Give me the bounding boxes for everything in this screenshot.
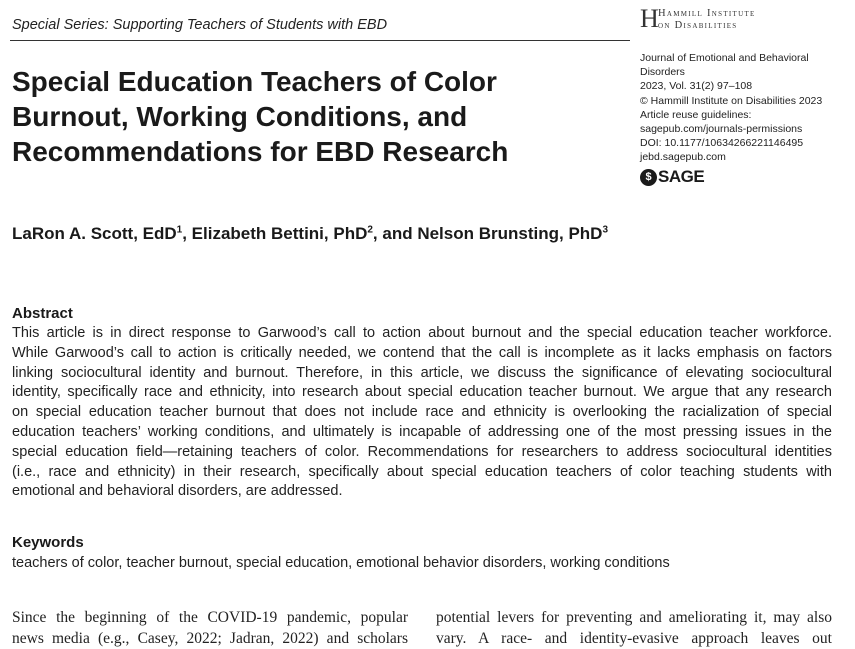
abstract-line: This article is in direct response to Garwood’s call to action about burnout and the special education teacher workforce. xyxy=(12,324,832,344)
sage-logo xyxy=(640,166,704,188)
title-line: Special Education Teachers of Color xyxy=(12,64,612,99)
author-name: LaRon A. Scott, EdD xyxy=(12,224,177,243)
abstract-line: special education field—retaining teachers of color. Recommendations for researchers to address sociocultural identities xyxy=(12,443,832,463)
author-name: Nelson Brunsting, PhD xyxy=(417,224,602,243)
author-line xyxy=(12,224,608,244)
journal-info xyxy=(640,51,850,165)
series-label: Special Series: Supporting Teachers of Students with EBD xyxy=(12,17,387,33)
abstract-body xyxy=(12,324,832,502)
author-affiliation[interactable]: 3 xyxy=(602,224,608,235)
author-affiliation[interactable]: 1 xyxy=(177,224,183,235)
reuse-label: Article reuse guidelines: xyxy=(640,108,850,122)
publisher-name-line1: Hammill Institute xyxy=(658,8,756,19)
abstract-heading: Abstract xyxy=(12,305,73,322)
title-line: Burnout, Working Conditions, and xyxy=(12,99,612,134)
doi-link[interactable]: DOI: 10.1177/10634266221146495 xyxy=(640,136,850,150)
journal-name-line: Disorders xyxy=(640,65,850,79)
abstract-line: (i.e., race and ethnicity) in their research, specifically about special education teachers of color teaching students with xyxy=(12,463,832,483)
journal-volume: 2023, Vol. 31(2) 97–108 xyxy=(640,79,850,93)
abstract-line: on special education teacher burnout that does not include race and ethnicity is overlooking the racialization of special xyxy=(12,403,832,423)
copyright-line: © Hammill Institute on Disabilities 2023 xyxy=(640,94,850,108)
body-line: potential levers for preventing and ameliorating it, may also xyxy=(436,608,832,629)
author-separator: , and xyxy=(373,224,417,243)
hammill-logo-icon: H xyxy=(640,6,654,32)
author-separator: , xyxy=(182,224,191,243)
keywords-text: teachers of color, teacher burnout, special education, emotional behavior disorders, working conditions xyxy=(12,555,670,571)
abstract-line: identity, specifically race and ethnicity, into research about special education teacher burnout. We argue that any research xyxy=(12,383,832,403)
abstract-line: education teachers’ working conditions, and ultimately is incapable of addressing one of the most pressing issues in the xyxy=(12,423,832,443)
sage-icon: $ xyxy=(640,169,657,186)
journal-name-line: Journal of Emotional and Behavioral xyxy=(640,51,850,65)
sage-logo-text: SAGE xyxy=(658,167,704,187)
keywords-heading: Keywords xyxy=(12,534,84,551)
abstract-line: emotional and behavioral disorders, are addressed. xyxy=(12,482,832,502)
body-line: news media (e.g., Casey, 2022; Jadran, 2022) and scholars xyxy=(12,629,408,649)
journal-url-link[interactable]: jebd.sagepub.com xyxy=(640,150,850,164)
body-line: vary. A race- and identity-evasive approach leaves out xyxy=(436,629,832,649)
article-title xyxy=(12,64,612,169)
header-rule xyxy=(10,40,630,41)
author-affiliation[interactable]: 2 xyxy=(367,224,373,235)
abstract-line: While Garwood’s call to action is critically needed, we contend that the call is incomplete as it lacks emphasis on factors xyxy=(12,344,832,364)
permissions-link[interactable]: sagepub.com/journals-permissions xyxy=(640,122,850,136)
body-column-right xyxy=(436,608,832,649)
body-column-left xyxy=(12,608,408,649)
abstract-line: linking sociocultural identity and burnout. Therefore, in this article, we discuss the significance of elevating sociocultural xyxy=(12,364,832,384)
publisher-name-line2: on Disabilities xyxy=(658,20,737,31)
title-line: Recommendations for EBD Research xyxy=(12,134,612,169)
body-line: Since the beginning of the COVID-19 pandemic, popular xyxy=(12,608,408,629)
author-name: Elizabeth Bettini, PhD xyxy=(192,224,368,243)
